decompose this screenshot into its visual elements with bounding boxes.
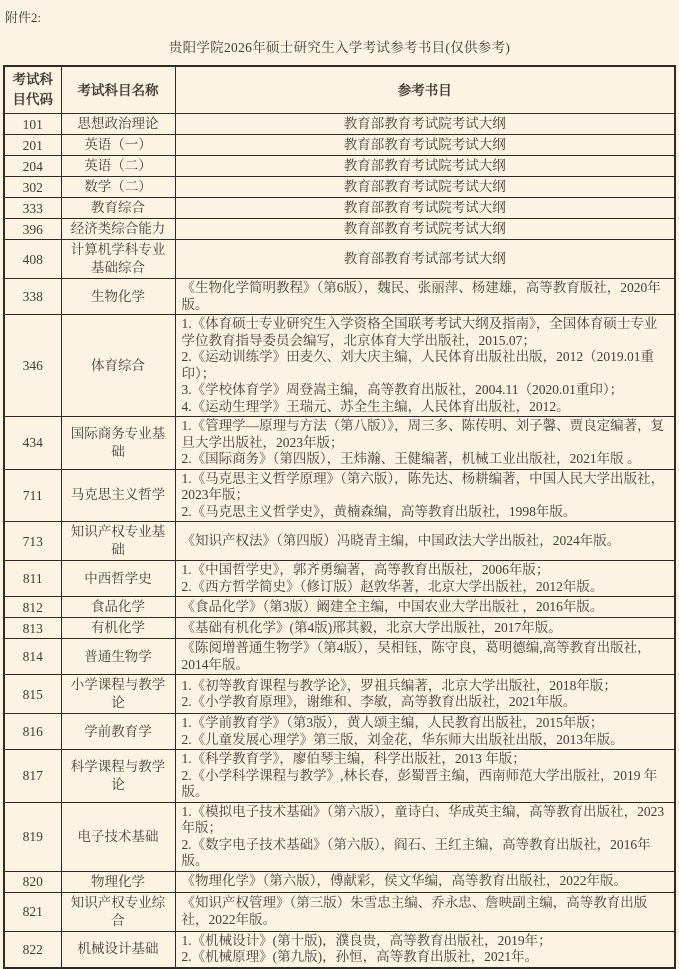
- reference-line: 1.《学前教育学》（第3版），黄人颂主编，人民教育出版社，2015年版；: [181, 715, 604, 730]
- name-cell: 小学课程与教学论: [61, 675, 175, 714]
- code-cell: 333: [4, 198, 61, 219]
- reference-line: 教育部教育考试院考试大纲: [343, 178, 506, 194]
- reference-line: 2.《西方哲学简史》（修订版）赵敦华著，北京大学出版社，2012年版。: [181, 578, 604, 594]
- code-cell: 817: [4, 750, 61, 803]
- name-cell: 普通生物学: [61, 639, 175, 675]
- code-cell: 822: [4, 931, 61, 968]
- reference-line: 2.《马克思主义哲学史》，黄楠森编，高等教育出版社，1998年版。: [181, 503, 577, 519]
- refs-cell: [175, 417, 675, 470]
- table-row: [4, 156, 675, 177]
- table-body: [4, 114, 675, 968]
- reference-line: 《食品化学》（第3版）阚建全主编，中国农业大学出版社 ，2016年版。: [181, 598, 604, 614]
- name-cell: 学前教育学: [61, 714, 175, 750]
- table-row: [4, 198, 675, 219]
- code-cell: 819: [4, 802, 61, 871]
- refs-cell: [175, 618, 675, 639]
- name-cell: 计算机学科专业基础综合: [61, 240, 175, 279]
- table-row: [4, 240, 675, 279]
- code-cell: 815: [4, 675, 61, 714]
- reference-line: 2.《国际商务》（第四版），王炜瀚、王健编著，机械工业出版社，2021年版 。: [181, 451, 641, 466]
- refs-cell: [175, 892, 675, 931]
- header-reference-books: 参考书目: [175, 66, 675, 114]
- refs-cell: [175, 597, 675, 618]
- table-row: [4, 639, 675, 675]
- reference-line: 1.《机械设计》(第十版)，濮良贵，高等教育出版社，2019年；: [181, 932, 552, 948]
- reference-line: 2.《机械原理》(第九版)，孙恒，高等教育出版社，2021年。: [181, 949, 539, 964]
- table-row: [4, 892, 675, 931]
- reference-line: 4.《运动生理学》王瑞元、苏全生主编，人民体育出版社，2012。: [181, 398, 570, 414]
- code-cell: 813: [4, 618, 61, 639]
- page-title: 贵阳学院2026年硕士研究生入学考试参考书目(仅供参考): [168, 40, 511, 55]
- table-row: [4, 675, 675, 714]
- name-cell: 国际商务专业基础: [61, 417, 175, 470]
- table-row: [4, 522, 675, 561]
- code-cell: 820: [4, 871, 61, 892]
- code-cell: 812: [4, 597, 61, 618]
- table-row: [4, 219, 675, 240]
- reference-line: 教育部教育考试院考试大纲: [343, 136, 506, 152]
- refs-cell: [175, 135, 675, 156]
- reference-line: 2.《运动训练学》田麦久、刘大庆主编，人民体育出版社出版，2012（2019.01重印）；: [181, 349, 654, 381]
- name-cell: 电子技术基础: [61, 802, 175, 871]
- reference-line: 2.《儿童发展心理学》第三版，刘金花，华东师大出版社出版，2013年版。: [181, 731, 624, 747]
- refs-cell: [175, 639, 675, 675]
- reference-line: 教育部教育考试部考试大纲: [343, 250, 506, 266]
- name-cell: 经济类综合能力: [61, 219, 175, 240]
- table-row: [4, 417, 675, 470]
- code-cell: 396: [4, 219, 61, 240]
- refs-cell: [175, 522, 675, 561]
- refs-cell: [175, 871, 675, 892]
- name-cell: 知识产权专业综合: [61, 892, 175, 931]
- code-cell: 101: [4, 114, 61, 135]
- name-cell: 科学课程与教学论: [61, 750, 175, 803]
- reference-line: 教育部教育考试院考试大纲: [343, 220, 506, 236]
- code-cell: 408: [4, 240, 61, 279]
- code-cell: 346: [4, 315, 61, 417]
- reference-line: 《物理化学》（第六版），傅献彩，侯文华编，高等教育出版社，2022年版。: [181, 873, 627, 889]
- code-cell: 204: [4, 156, 61, 177]
- table-row: [4, 931, 675, 968]
- reference-line: 1.《体育硕士专业研究生入学资格全国联考考试大纲及指南》，全国体育硕士专业学位教育指导委员会编写，北京体育大学出版社，2015.07；: [181, 316, 658, 348]
- code-cell: 814: [4, 639, 61, 675]
- refs-cell: [175, 469, 675, 522]
- name-cell: 英语（一）: [61, 135, 175, 156]
- reference-line: 2.《小学科学课程与教学》,林长春，彭蜀晋主编，西南师范大学出版社，2019 年版。: [181, 767, 658, 799]
- reference-line: 1.《科学教育学》，廖伯琴主编，科学出版社，2013 年版；: [181, 751, 526, 766]
- name-cell: 生物化学: [61, 279, 175, 315]
- code-cell: 816: [4, 714, 61, 750]
- table-row: [4, 750, 675, 803]
- reference-line: 1.《马克思主义哲学原理》（第六版），陈先达、杨耕编著，中国人民大学出版社，2023年版；: [181, 470, 665, 502]
- reference-line: 教育部教育考试院考试大纲: [343, 157, 506, 173]
- name-cell: 知识产权专业基础: [61, 522, 175, 561]
- header-row: [4, 66, 675, 114]
- reference-line: 《基础有机化学》(第4版)邢其毅，北京大学出版社，2017年版。: [181, 619, 562, 635]
- name-cell: 数学（二）: [61, 177, 175, 198]
- code-cell: 434: [4, 417, 61, 470]
- reference-line: 教育部教育考试院考试大纲: [343, 115, 506, 131]
- code-cell: 711: [4, 469, 61, 522]
- reference-line: 《知识产权管理》（第三版）朱雪忠主编、乔永忠、詹映副主编，高等教育出版社，2022年版。: [181, 895, 648, 927]
- header-subject-name: 考试科目名称: [61, 66, 175, 114]
- name-cell: 教育综合: [61, 198, 175, 219]
- reference-books-table: [3, 65, 676, 969]
- table-row: [4, 279, 675, 315]
- refs-cell: [175, 714, 675, 750]
- refs-cell: [175, 750, 675, 803]
- name-cell: 机械设计基础: [61, 931, 175, 968]
- attachment-label: 附件2:: [5, 10, 42, 25]
- table-row: [4, 618, 675, 639]
- refs-cell: [175, 561, 675, 597]
- reference-line: 1.《模拟电子技术基础》（第六版），童诗白、华成英主编，高等教育出版社，2023年版；: [181, 803, 665, 835]
- refs-cell: [175, 198, 675, 219]
- name-cell: 有机化学: [61, 618, 175, 639]
- table-row: [4, 177, 675, 198]
- refs-cell: [175, 156, 675, 177]
- name-cell: 马克思主义哲学: [61, 469, 175, 522]
- code-cell: 338: [4, 279, 61, 315]
- reference-line: 3.《学校体育学》周登嵩主编，高等教育出版社，2004.11（2020.01重印）；: [181, 382, 624, 397]
- table-row: [4, 114, 675, 135]
- refs-cell: [175, 114, 675, 135]
- reference-line: 《知识产权法》（第四版）冯晓青主编，中国政法大学出版社，2024年版。: [181, 532, 621, 548]
- refs-cell: [175, 240, 675, 279]
- table-row: [4, 561, 675, 597]
- table-row: [4, 802, 675, 871]
- reference-line: 1.《中国哲学史》，郭齐勇编著，高等教育出版社，2006年版；: [181, 562, 550, 577]
- name-cell: 思想政治理论: [61, 114, 175, 135]
- reference-line: 1.《管理学—原理与方法（第八版）》，周三多、陈传明、刘子馨、贾良定编著，复旦大学出版社，2023年版；: [181, 418, 665, 450]
- refs-cell: [175, 279, 675, 315]
- table-row: [4, 469, 675, 522]
- reference-line: 《陈阅增普通生物学》（第4版），吴相钰，陈守良，葛明德编,高等教育出版社，2014年版。: [181, 640, 651, 672]
- name-cell: 物理化学: [61, 871, 175, 892]
- header-exam-code-label: 考试科目代码: [12, 72, 53, 107]
- code-cell: 811: [4, 561, 61, 597]
- refs-cell: [175, 675, 675, 714]
- reference-line: 2.《数字电子技术基础》（第六版），阎石、王红主编，高等教育出版社，2016年版。: [181, 836, 651, 868]
- code-cell: 201: [4, 135, 61, 156]
- reference-line: 《生物化学简明教程》（第6版），魏民、张丽萍、杨建雄，高等教育版社，2020年版。: [181, 280, 661, 312]
- code-cell: 821: [4, 892, 61, 931]
- table-row: [4, 714, 675, 750]
- name-cell: 食品化学: [61, 597, 175, 618]
- name-cell: 体育综合: [61, 315, 175, 417]
- reference-line: 教育部教育考试院考试大纲: [343, 199, 506, 215]
- code-cell: 713: [4, 522, 61, 561]
- name-cell: 中西哲学史: [61, 561, 175, 597]
- table-row: [4, 135, 675, 156]
- table-row: [4, 597, 675, 618]
- refs-cell: [175, 315, 675, 417]
- refs-cell: [175, 931, 675, 968]
- table-row: [4, 315, 675, 417]
- refs-cell: [175, 802, 675, 871]
- table-header: [4, 66, 675, 114]
- reference-line: 2.《小学教育原理》，谢维和、李敏，高等教育出版社，2021年版。: [181, 694, 577, 709]
- table-row: [4, 871, 675, 892]
- refs-cell: [175, 177, 675, 198]
- code-cell: 302: [4, 177, 61, 198]
- name-cell: 英语（二）: [61, 156, 175, 177]
- reference-line: 1.《初等教育课程与教学论》，罗祖兵编著，北京大学出版社，2018年版；: [181, 677, 617, 693]
- header-exam-code: [4, 66, 61, 114]
- refs-cell: [175, 219, 675, 240]
